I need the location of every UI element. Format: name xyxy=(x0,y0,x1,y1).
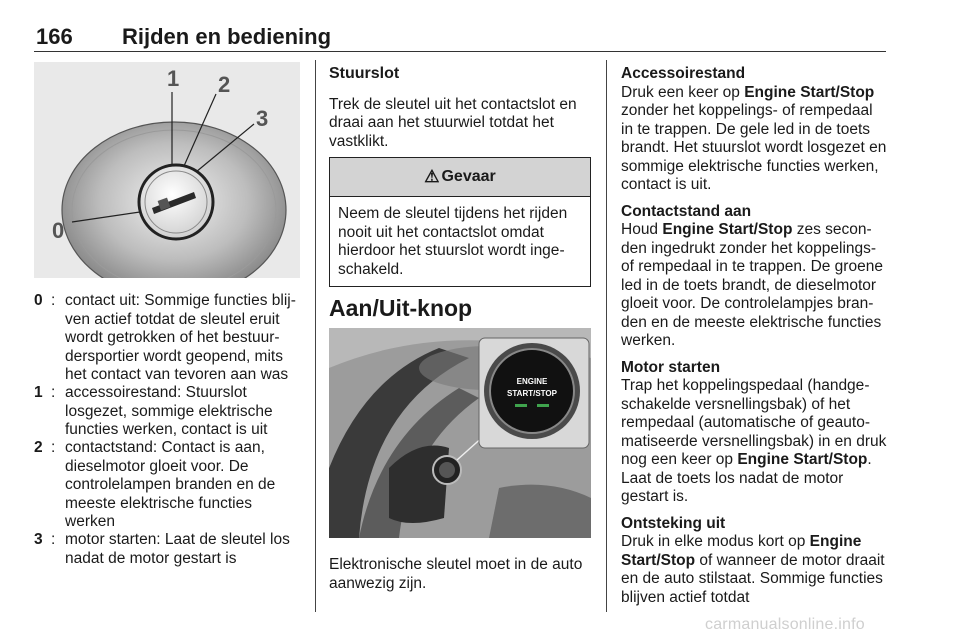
off-button-name: Engine Start/Stop xyxy=(621,533,862,569)
label-position-2: 2 xyxy=(218,72,231,97)
accessory-text-cont: zonder het koppelings- of rempedaal in te trappen. De gele led in de toets brandt. Het stuurslot wordt losgezet en sommige elektrische functies werken, contact is uit. xyxy=(621,102,887,193)
warning-box xyxy=(329,157,591,287)
column-divider-1 xyxy=(315,60,316,612)
position-key: 2 xyxy=(34,439,43,456)
steering-lock-heading: Stuurslot xyxy=(329,65,400,82)
label-position-3: 3 xyxy=(256,106,269,131)
chapter-title: Rijden en bediening xyxy=(122,24,332,49)
position-separator: : xyxy=(51,531,56,548)
position-key: 3 xyxy=(34,531,43,548)
ignition-switch-illustration xyxy=(34,62,300,278)
position-description: accessoirestand: Stuurslot losgezet, sommige elektrische functies werken, contact is uit xyxy=(65,384,273,438)
led-left-icon xyxy=(515,404,527,407)
position-key: 0 xyxy=(34,292,43,309)
warning-text: Neem de sleutel tijdens het rijden nooit uit het contactslot omdat hierdoor het stuurslot wordt ingeschakeld. xyxy=(338,205,568,278)
warning-title: Gevaar xyxy=(441,168,496,185)
contact-text: Houd xyxy=(621,221,663,238)
position-description: contact uit: Sommige functies blijven actief totdat de sleutel eruit wordt getrokken of het bestuurdersportier wordt geopend, mits het contact van tevoren aan was xyxy=(65,292,296,383)
position-description: motor starten: Laat de sleutel los nadat de motor gestart is xyxy=(65,531,290,567)
header-rule xyxy=(34,51,886,52)
accessory-button-name: Engine Start/Stop xyxy=(744,83,875,101)
contact-paragraph xyxy=(621,203,887,351)
start-paragraph xyxy=(621,359,887,507)
label-position-1: 1 xyxy=(167,66,180,91)
start-text: Trap het koppelingspedaal (handgeschakelde versnellingsbak) of het rempedaal (automatische of geautomatiseerde versnellingsbak) in en druk nog een keer op xyxy=(621,377,887,468)
off-paragraph xyxy=(621,515,887,608)
accessory-text: Druk een keer op xyxy=(621,83,745,101)
position-key: 1 xyxy=(34,384,43,401)
warning-icon: ⚠ xyxy=(424,167,440,186)
page-header xyxy=(34,24,886,52)
steering-lock-section xyxy=(329,65,593,151)
contact-button-name: Engine Start/Stop xyxy=(662,221,793,238)
engine-label: ENGINE xyxy=(516,377,548,386)
contact-text-cont: zes seconden ingedrukt zonder het koppelings- of rempedaal in te trappen. De groene led in de toets brandt, de dieselmotor gloeit voor. De controlelampjes branden en de meeste elektrische functies werken. xyxy=(621,221,883,349)
power-button-figure xyxy=(329,328,591,538)
power-button-caption: Elektronische sleutel moet in de auto aanwezig zijn. xyxy=(329,556,583,592)
watermark: carmanualsonline.info xyxy=(705,616,865,633)
position-separator: : xyxy=(51,384,56,401)
position-separator: : xyxy=(51,292,56,309)
contact-heading: Contactstand aan xyxy=(621,202,752,220)
ignition-switch-figure xyxy=(34,62,300,278)
start-stop-label: START/STOP xyxy=(507,389,557,398)
dashboard-illustration xyxy=(329,328,591,538)
led-right-icon xyxy=(537,404,549,407)
page-number: 166 xyxy=(36,24,73,49)
position-separator: : xyxy=(51,439,56,456)
start-text-cont: . Laat de toets los nadat de motor gestart is. xyxy=(621,451,872,505)
warning-header xyxy=(330,158,590,197)
off-text-cont: of wanneer de motor draait en de auto stilstaat. Sommige functies blijven actief totdat xyxy=(621,551,885,606)
start-modes-section xyxy=(621,65,887,607)
label-position-0: 0 xyxy=(52,218,65,243)
power-button-heading: Aan/Uit-knop xyxy=(329,295,473,321)
position-description: contactstand: Contact is aan, dieselmotor gloeit voor. De controlelampen branden en de meeste elektrische functies werken xyxy=(65,439,276,530)
off-heading: Ontsteking uit xyxy=(621,514,726,532)
start-heading: Motor starten xyxy=(621,358,721,376)
column-divider-2 xyxy=(606,60,607,612)
accessory-heading: Accessoirestand xyxy=(621,65,746,82)
start-button-name: Engine Start/Stop xyxy=(737,451,868,468)
steering-lock-text: Trek de sleutel uit het contactslot en draai aan het stuurwiel totdat het vastklikt. xyxy=(329,95,577,150)
accessory-paragraph xyxy=(621,65,887,195)
off-text: Druk in elke modus kort op xyxy=(621,533,810,550)
